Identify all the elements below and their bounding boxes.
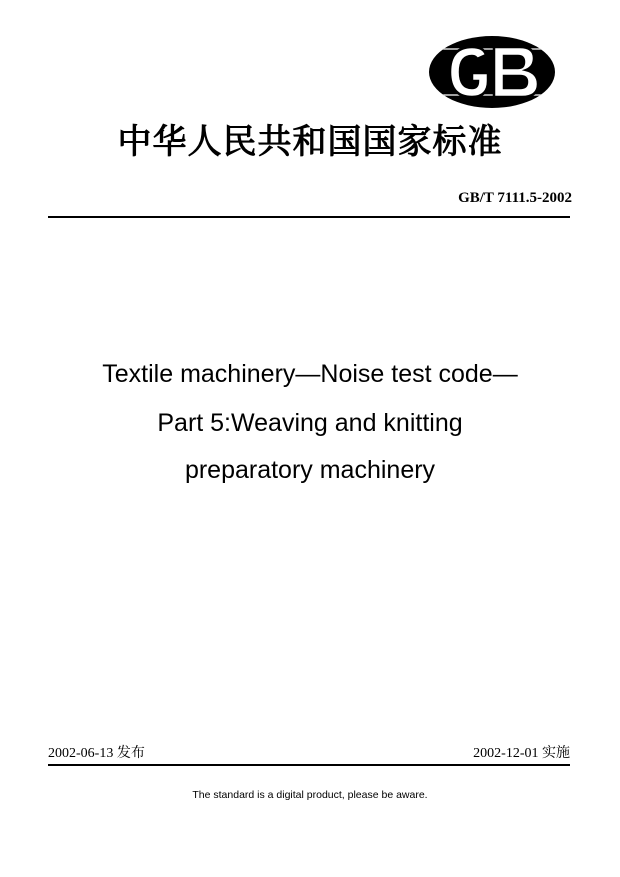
document-title-line-1: Textile machinery—Noise test code— [102,360,518,388]
document-title-line-2: Part 5:Weaving and knitting [157,409,463,437]
gb-logo [428,35,556,109]
implementation-date: 2002-12-01 实施 [473,746,570,761]
standard-number: GB/T 7111.5-2002 [458,190,572,206]
digital-product-notice: The standard is a digital product, please be aware. [192,789,428,801]
issue-date: 2002-06-13 发布 [48,746,145,761]
header-divider [48,216,570,218]
national-standard-title: 中华人民共和国国家标准 [117,122,503,162]
footer-divider [48,764,570,766]
document-title-line-3: preparatory machinery [184,456,436,484]
